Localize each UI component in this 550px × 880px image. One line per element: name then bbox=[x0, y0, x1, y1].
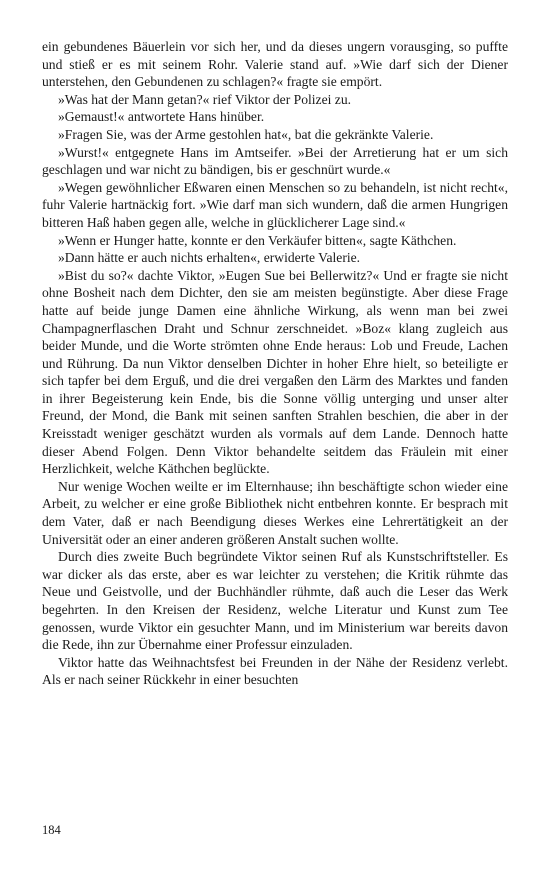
paragraph-9: »Bist du so?« dachte Viktor, »Eugen Sue bei Bellerwitz?« Und er fragte sie nicht ohne Bosheit nach dem Dichter, den sie am meisten begünstigte. Aber diese Frage hatte auf beide junge Damen eine ähnliche Wirkung, als wenn man bei zwei Champagnerflaschen Draht und Schnur zerschneidet. »Boz« klang zugleich aus beider Munde, und die Worte strömten ohne Ende heraus: Lob und Freude, Lachen und Rührung. Da nun Viktor denselben Dichter in hoher Ehre hielt, so beteiligte er sich tapfer bei dem Erguß, und die drei vergaßen den Lärm des Marktes und fanden in ihrer Begeisterung kein Ende, bis die Sonne völlig unterging und unser alter Freund, der Mond, die Bank mit seinen sanften Strahlen beschien, die aber in der Kreisstadt weniger geschätzt wurden als vormals auf dem Lande. Dennoch hatte dieser Abend Folgen. Denn Viktor behandelte seitdem das Fräulein mit einer Herzlichkeit, welche Käthchen beglückte. bbox=[42, 267, 508, 477]
book-page-text bbox=[42, 38, 508, 689]
paragraph-12: Viktor hatte das Weihnachtsfest bei Freunden in der Nähe der Residenz verlebt. Als er nach seiner Rückkehr in einer besuchten bbox=[42, 654, 508, 688]
paragraph-3: »Gemaust!« antwortete Hans hinüber. bbox=[58, 109, 265, 125]
paragraph-8: »Dann hätte er auch nichts erhalten«, erwiderte Valerie. bbox=[58, 250, 361, 266]
paragraph-11: Durch dies zweite Buch begründete Viktor seinen Ruf als Kunstschriftsteller. Es war dicker als das erste, aber es war leichter zu verstehen; die Kritik rühmte das Neue und Geistvolle, und der Buchhändler rühmte, daß auch die Leser das Werk begehrten. In den Kreisen der Residenz, welche Literatur und Kunst zum Tee genossen, wurde Viktor ein gesuchter Mann, und im Ministerium war bereits davon die Rede, ihn zur Übernahme einer Professur einzuladen. bbox=[42, 549, 508, 653]
paragraph-1: ein gebundenes Bäuerlein vor sich her, und da dieses ungern vorausging, so puffte und stieß er es mit seinem Rohr. Valerie stand auf. »Wie darf sich der Diener unterstehen, den Gebundenen zu schlagen?« fragte sie empört. bbox=[42, 39, 508, 90]
paragraph-4: »Fragen Sie, was der Arme gestohlen hat«, bat die gekränkte Valerie. bbox=[58, 126, 434, 142]
paragraph-5: »Wurst!« entgegnete Hans im Amtseifer. »Bei der Arretierung hat er um sich geschlagen und war nicht zu bändigen, bis er geschnürt wurde.« bbox=[42, 144, 508, 178]
paragraph-6: »Wegen gewöhnlicher Eßwaren einen Menschen so zu behandeln, ist nicht recht«, fuhr Valerie hartnäckig fort. »Wie darf man sich wundern, daß die armen Hungrigen bitteren Haß haben gegen alle, welche in glücklicherer Lage sind.« bbox=[42, 179, 508, 230]
paragraph-7: »Wenn er Hunger hatte, konnte er den Verkäufer bitten«, sagte Käthchen. bbox=[58, 232, 457, 248]
page-number: 184 bbox=[42, 823, 61, 837]
paragraph-2: »Was hat der Mann getan?« rief Viktor der Polizei zu. bbox=[58, 91, 352, 107]
paragraph-10: Nur wenige Wochen weilte er im Elternhause; ihn beschäftigte schon wieder eine Arbeit, zu welcher er eine große Bibliothek nicht entbehren konnte. Er besprach mit dem Vater, daß er nach Beendigung dieses Werkes eine Lehrertätigkeit an der Universität oder an einer anderen größeren Anstalt suchen wollte. bbox=[42, 478, 508, 547]
